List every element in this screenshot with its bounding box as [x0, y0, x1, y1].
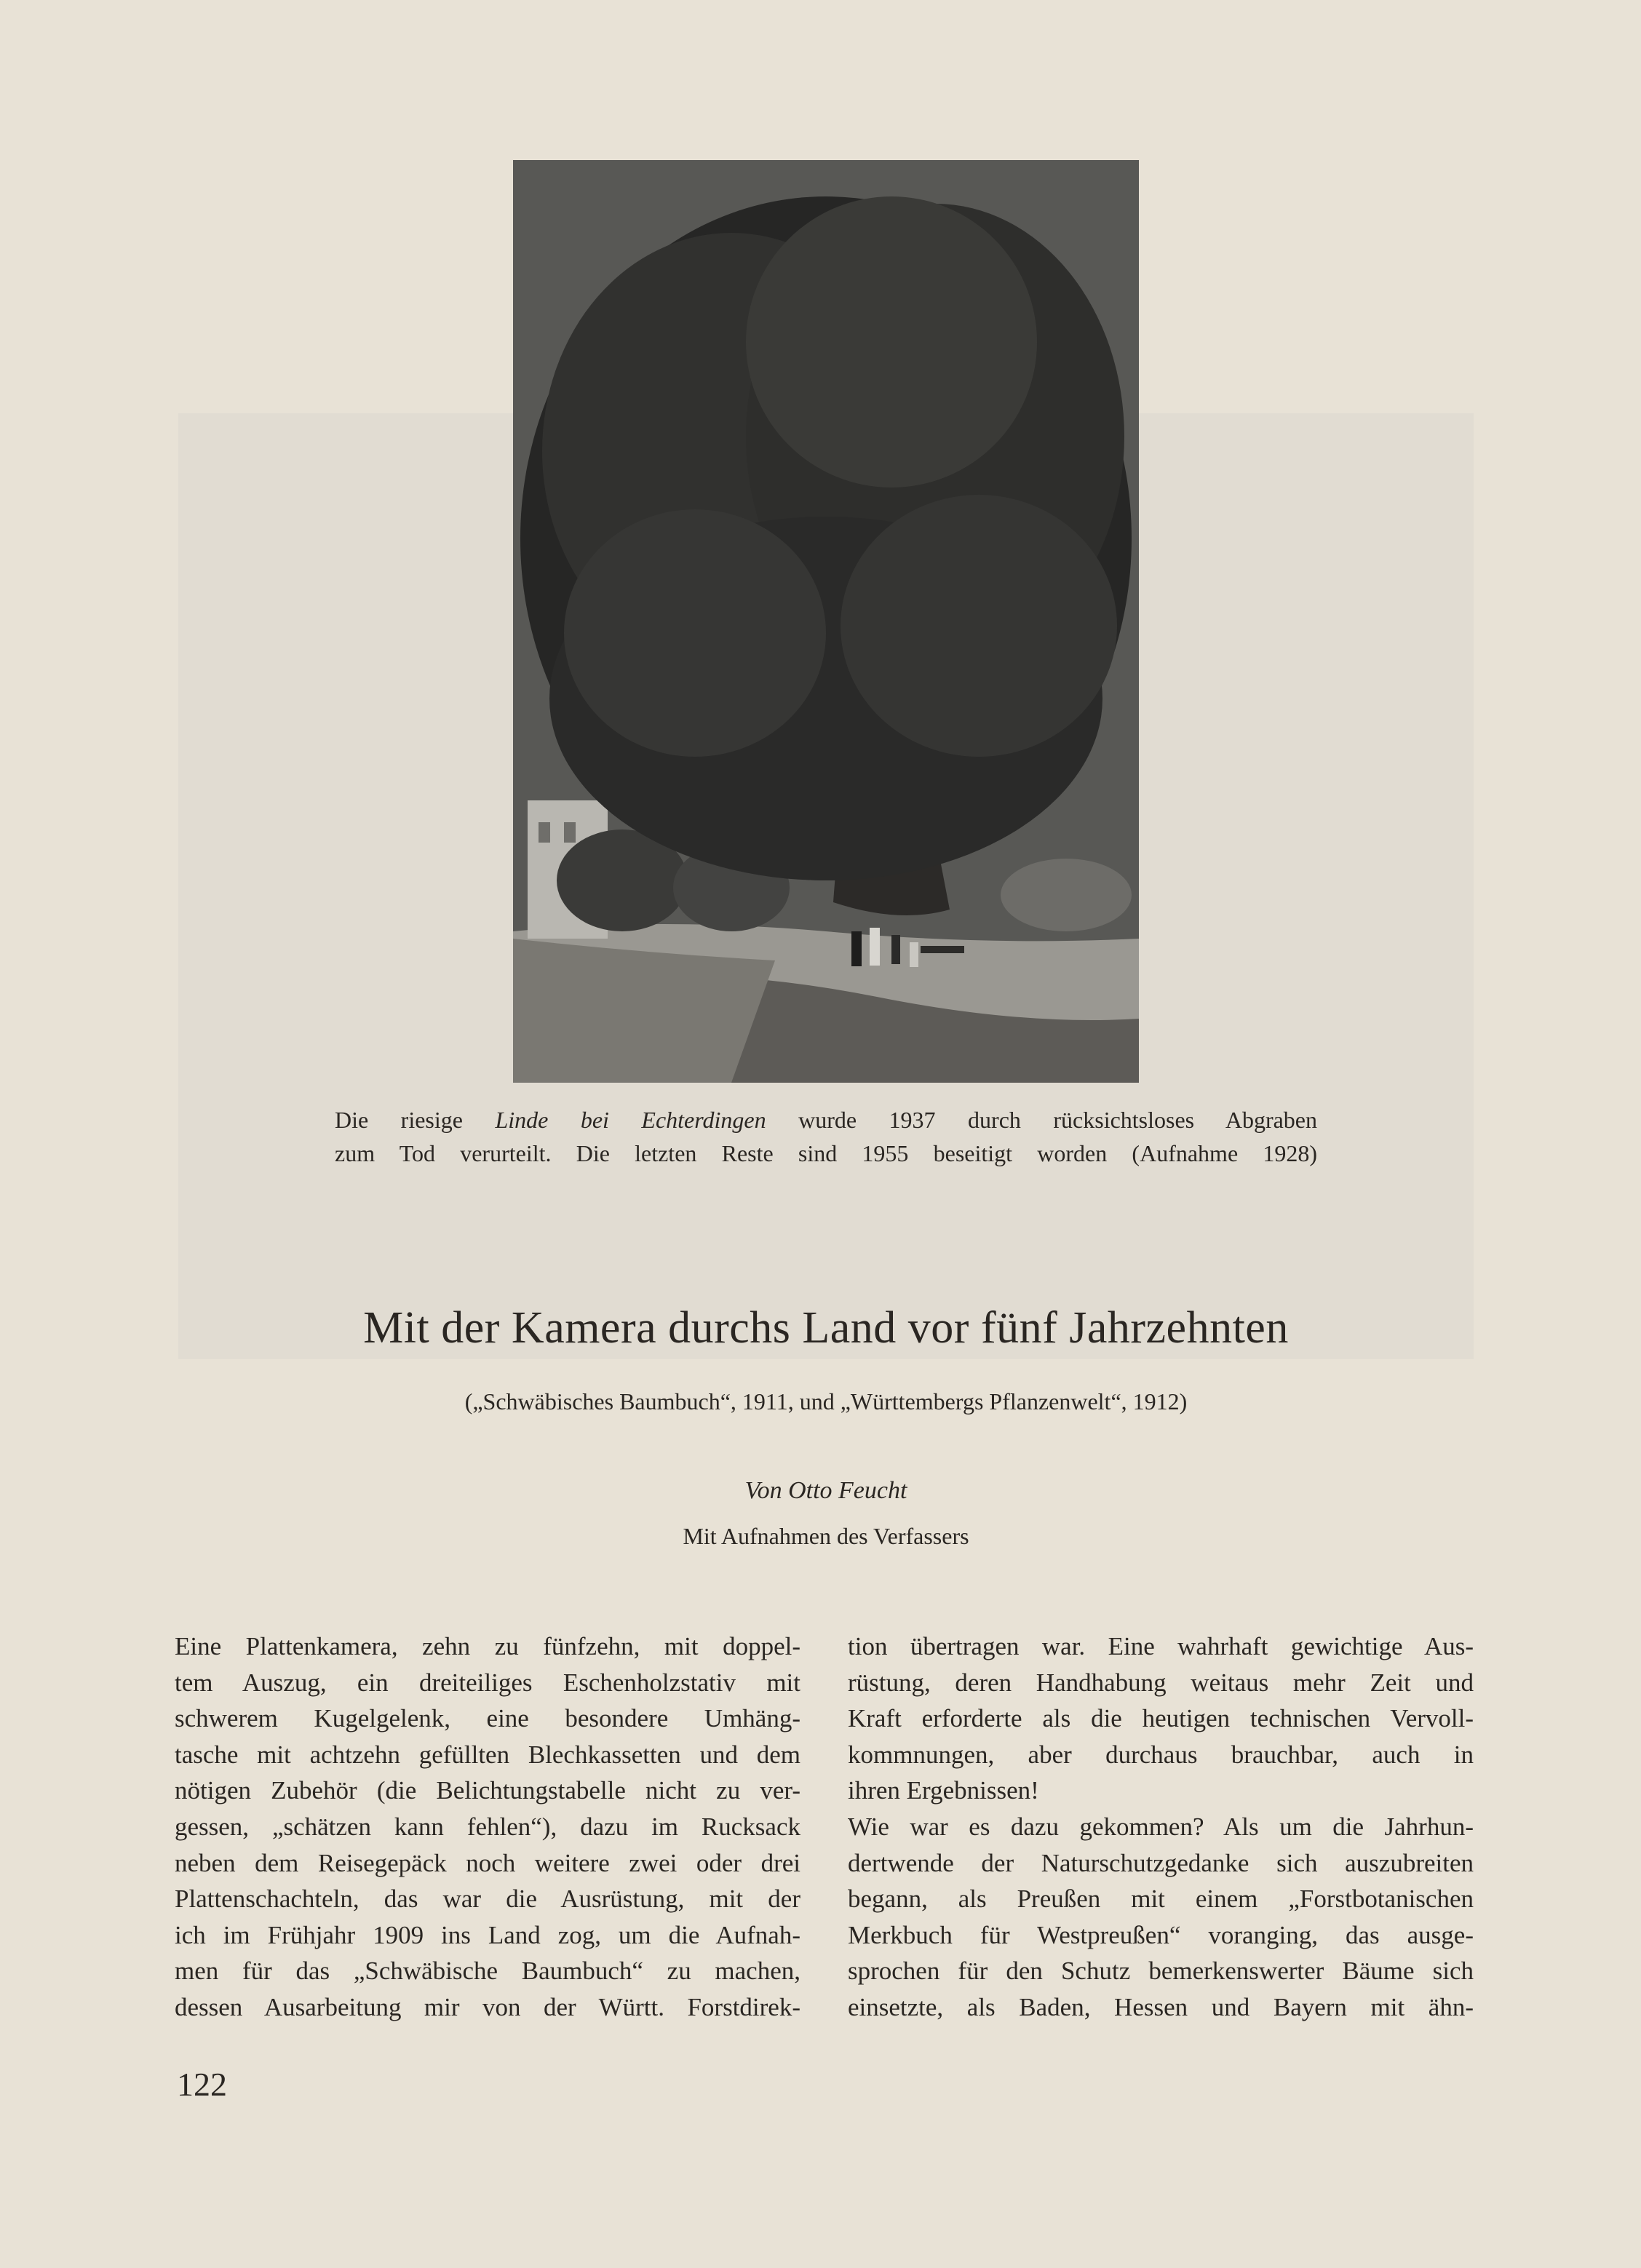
text-line: ihren Ergebnissen! [848, 1776, 1039, 1805]
text-line: nötigen Zubehör (die Belichtungstabelle nicht zu ver- [175, 1776, 800, 1805]
left-column [175, 1628, 800, 2026]
tree-photo-icon [513, 160, 1139, 1083]
caption-line-2: zum Tod verurteilt. Die letzten Reste sind 1955 beseitigt worden (Aufnahme 1928) [335, 1140, 1317, 1166]
photo-credit: Mit Aufnahmen des Verfassers [683, 1523, 969, 1549]
article-author: Von Otto Feucht [744, 1477, 907, 1504]
text-line: tasche mit achtzehn gefüllten Blechkassetten und dem [175, 1740, 800, 1769]
article-title: Mit der Kamera durchs Land vor fünf Jahrzehnten [363, 1303, 1289, 1353]
text-line: kommnungen, aber durchaus brauchbar, auch in [848, 1740, 1474, 1769]
text-line: gessen, „schätzen kann fehlen“), dazu im Rucksack [175, 1812, 800, 1841]
figure-caption [335, 1103, 1317, 1170]
right-column [848, 1628, 1474, 2026]
text-line: tion übertragen war. Eine wahrhaft gewichtige Aus- [848, 1632, 1474, 1660]
text-line: ich im Frühjahr 1909 ins Land zog, um die Aufnah- [175, 1920, 800, 1949]
text-line: neben dem Reisegepäck noch weitere zwei oder drei [175, 1848, 800, 1877]
page-number: 122 [177, 2066, 227, 2103]
text-line: Wie war es dazu gekommen? Als um die Jahrhun- [848, 1812, 1474, 1841]
text-line: Plattenschachteln, das war die Ausrüstung, mit der [175, 1885, 800, 1914]
caption-line-1: Die riesige Linde bei Echterdingen wurde 1937 durch rücksichtsloses Abgraben [335, 1107, 1318, 1133]
text-line: dessen Ausarbeitung mir von der Württ. Forstdirek- [175, 1992, 800, 2021]
text-line: begann, als Preußen mit einem „Forstbotanischen [848, 1885, 1474, 1914]
text-line: dertwende der Naturschutzgedanke sich auszubreiten [848, 1848, 1474, 1877]
text-line: men für das „Schwäbische Baumbuch“ zu machen, [175, 1957, 800, 1986]
text-line: Merkbuch für Westpreußen“ voranging, das ausge- [848, 1920, 1474, 1949]
text-line: einsetzte, als Baden, Hessen und Bayern mit ähn- [848, 1992, 1474, 2021]
text-line: tem Auszug, ein dreiteiliges Eschenholzstativ mit [175, 1668, 800, 1697]
text-line: rüstung, deren Handhabung weitaus mehr Zeit und [848, 1668, 1474, 1697]
text-line: Eine Plattenkamera, zehn zu fünfzehn, mit doppel- [175, 1632, 800, 1660]
text-line: Kraft erforderte als die heutigen technischen Vervoll- [848, 1704, 1474, 1733]
article-subtitle: („Schwäbisches Baumbuch“, 1911, und „Württembergs Pflanzenwelt“, 1912) [464, 1388, 1188, 1414]
text-line: schwerem Kugelgelenk, eine besondere Umhäng- [175, 1704, 800, 1733]
linden-tree-photo [513, 160, 1139, 1083]
text-line: sprochen für den Schutz bemerkenswerter Bäume sich [848, 1957, 1474, 1986]
